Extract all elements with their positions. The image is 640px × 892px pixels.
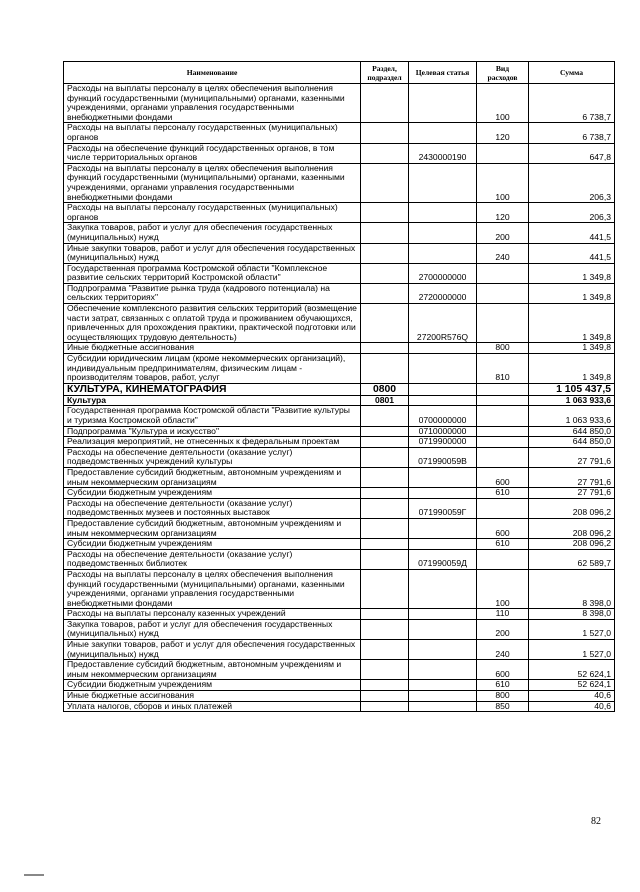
cell-type xyxy=(477,143,529,163)
cell-sum: 1 527,0 xyxy=(529,640,615,660)
cell-section xyxy=(361,163,409,202)
cell-section xyxy=(361,343,409,354)
table-row xyxy=(64,283,615,303)
table-row xyxy=(64,143,615,163)
cell-type: 810 xyxy=(477,354,529,384)
cell-type xyxy=(477,283,529,303)
table-row xyxy=(64,243,615,263)
table-row xyxy=(64,691,615,702)
cell-sum: 40,6 xyxy=(529,701,615,712)
cell-type xyxy=(477,498,529,518)
cell-section xyxy=(361,640,409,660)
cell-sum: 1 349,8 xyxy=(529,263,615,283)
cell-sum: 1 349,8 xyxy=(529,343,615,354)
cell-sum: 6 738,7 xyxy=(529,123,615,143)
cell-target: 0719900000 xyxy=(409,437,477,448)
cell-name: Обеспечение комплексного развития сельских территорий (возмещение части затрат, связанных с оплатой труда и проживанием обучающихся, привлеченных для прохождения практики, практической подготовки или осуществляющих трудовую деятельность) xyxy=(64,304,361,343)
cell-section xyxy=(361,354,409,384)
cell-type: 800 xyxy=(477,343,529,354)
page-number: 82 xyxy=(591,816,601,827)
cell-section xyxy=(361,283,409,303)
cell-section xyxy=(361,123,409,143)
cell-section xyxy=(361,609,409,620)
table-header-row xyxy=(64,62,615,84)
cell-target xyxy=(409,691,477,702)
cell-sum: 27 791,6 xyxy=(529,447,615,467)
cell-type: 600 xyxy=(477,660,529,680)
cell-type xyxy=(477,437,529,448)
cell-type: 110 xyxy=(477,609,529,620)
cell-target xyxy=(409,243,477,263)
cell-type: 120 xyxy=(477,203,529,223)
cell-name: Субсидии бюджетным учреждениям xyxy=(64,488,361,499)
cell-type: 120 xyxy=(477,123,529,143)
table-body xyxy=(64,84,615,712)
cell-sum: 52 624,1 xyxy=(529,680,615,691)
cell-sum: 208 096,2 xyxy=(529,498,615,518)
cell-name: Иные закупки товаров, работ и услуг для обеспечения государственных (муниципальных) нужд xyxy=(64,243,361,263)
cell-name: Иные бюджетные ассигнования xyxy=(64,691,361,702)
cell-type: 610 xyxy=(477,680,529,691)
cell-target: 0710000000 xyxy=(409,426,477,437)
table-row xyxy=(64,395,615,406)
cell-target xyxy=(409,518,477,538)
cell-sum: 206,3 xyxy=(529,163,615,202)
cell-type: 610 xyxy=(477,539,529,550)
cell-section xyxy=(361,406,409,426)
cell-section xyxy=(361,243,409,263)
cell-section xyxy=(361,498,409,518)
cell-type: 800 xyxy=(477,691,529,702)
cell-name: Иные закупки товаров, работ и услуг для обеспечения государственных (муниципальных) нужд xyxy=(64,640,361,660)
cell-type: 240 xyxy=(477,243,529,263)
cell-section: 0801 xyxy=(361,395,409,406)
cell-sum: 441,5 xyxy=(529,223,615,243)
table-row xyxy=(64,263,615,283)
table-row xyxy=(64,437,615,448)
cell-section xyxy=(361,680,409,691)
table-row xyxy=(64,609,615,620)
cell-name: Расходы на выплаты персоналу в целях обеспечения выполнения функций государственными (муниципальными) органами, казенными учреждениями, органами управления государственными внебюджетными фондами xyxy=(64,163,361,202)
table-row xyxy=(64,383,615,395)
cell-name: Расходы на обеспечение деятельности (оказание услуг) подведомственных учреждений культуры xyxy=(64,447,361,467)
cell-type: 240 xyxy=(477,640,529,660)
cell-type xyxy=(477,395,529,406)
cell-type xyxy=(477,383,529,395)
cell-section xyxy=(361,447,409,467)
cell-target: 071990059Д xyxy=(409,549,477,569)
cell-type: 600 xyxy=(477,518,529,538)
cell-name: Подпрограмма "Культура и искусство" xyxy=(64,426,361,437)
cell-section xyxy=(361,84,409,123)
cell-name: Субсидии бюджетным учреждениям xyxy=(64,680,361,691)
cell-sum: 644 850,0 xyxy=(529,437,615,448)
cell-section xyxy=(361,223,409,243)
cell-name: Реализация мероприятий, не отнесенных к федеральным проектам xyxy=(64,437,361,448)
cell-section xyxy=(361,518,409,538)
cell-sum: 1 349,8 xyxy=(529,354,615,384)
cell-name: Закупка товаров, работ и услуг для обеспечения государственных (муниципальных) нужд xyxy=(64,223,361,243)
cell-target xyxy=(409,123,477,143)
cell-name: Закупка товаров, работ и услуг для обеспечения государственных (муниципальных) нужд xyxy=(64,619,361,639)
cell-sum: 647,8 xyxy=(529,143,615,163)
cell-target xyxy=(409,609,477,620)
cell-target xyxy=(409,569,477,608)
table-row xyxy=(64,123,615,143)
cell-name: Государственная программа Костромской области "Развитие культуры и туризма Костромской области" xyxy=(64,406,361,426)
cell-target xyxy=(409,354,477,384)
cell-sum: 1 063 933,6 xyxy=(529,406,615,426)
cell-section xyxy=(361,143,409,163)
table-row xyxy=(64,467,615,487)
cell-target: 2700000000 xyxy=(409,263,477,283)
table-row xyxy=(64,680,615,691)
cell-target xyxy=(409,467,477,487)
cell-type: 100 xyxy=(477,84,529,123)
cell-sum: 1 063 933,6 xyxy=(529,395,615,406)
cell-sum: 62 589,7 xyxy=(529,549,615,569)
cell-target xyxy=(409,163,477,202)
cell-name: Расходы на выплаты персоналу в целях обеспечения выполнения функций государственными (муниципальными) органами, казенными учреждениями, органами управления государственными внебюджетными фондами xyxy=(64,84,361,123)
table-row xyxy=(64,447,615,467)
cell-sum: 8 398,0 xyxy=(529,609,615,620)
header-type: Вид расходов xyxy=(477,62,529,84)
cell-sum: 27 791,6 xyxy=(529,467,615,487)
table-row xyxy=(64,701,615,712)
table-row xyxy=(64,426,615,437)
table-row xyxy=(64,619,615,639)
cell-target: 071990059В xyxy=(409,447,477,467)
cell-target xyxy=(409,619,477,639)
cell-target: 0700000000 xyxy=(409,406,477,426)
cell-target xyxy=(409,680,477,691)
table-row xyxy=(64,498,615,518)
header-section: Раздел, подраздел xyxy=(361,62,409,84)
cell-section xyxy=(361,467,409,487)
table-row xyxy=(64,569,615,608)
cell-target xyxy=(409,539,477,550)
cell-section xyxy=(361,304,409,343)
table-row xyxy=(64,640,615,660)
cell-section xyxy=(361,549,409,569)
cell-name: Подпрограмма "Развитие рынка труда (кадрового потенциала) на сельских территориях" xyxy=(64,283,361,303)
cell-section xyxy=(361,569,409,608)
cell-name: Расходы на выплаты персоналу в целях обеспечения выполнения функций государственными (муниципальными) органами, казенными учреждениями, органами управления государственными внебюджетными фондами xyxy=(64,569,361,608)
scan-edge-mark xyxy=(24,874,44,876)
cell-type xyxy=(477,549,529,569)
cell-section xyxy=(361,660,409,680)
cell-target xyxy=(409,343,477,354)
cell-type: 200 xyxy=(477,223,529,243)
cell-sum: 206,3 xyxy=(529,203,615,223)
cell-type: 610 xyxy=(477,488,529,499)
cell-sum: 1 105 437,5 xyxy=(529,383,615,395)
cell-target: 27200R576Q xyxy=(409,304,477,343)
cell-name: КУЛЬТУРА, КИНЕМАТОГРАФИЯ xyxy=(64,383,361,395)
header-name: Наименование xyxy=(64,62,361,84)
cell-section: 0800 xyxy=(361,383,409,395)
cell-name: Расходы на выплаты персоналу казенных учреждений xyxy=(64,609,361,620)
cell-name: Расходы на обеспечение деятельности (оказание услуг) подведомственных библиотек xyxy=(64,549,361,569)
cell-type xyxy=(477,426,529,437)
cell-target xyxy=(409,660,477,680)
cell-name: Культура xyxy=(64,395,361,406)
cell-sum: 1 349,8 xyxy=(529,283,615,303)
cell-sum: 40,6 xyxy=(529,691,615,702)
cell-sum: 208 096,2 xyxy=(529,539,615,550)
cell-sum: 1 527,0 xyxy=(529,619,615,639)
cell-type xyxy=(477,406,529,426)
cell-name: Расходы на выплаты персоналу государственных (муниципальных) органов xyxy=(64,123,361,143)
cell-target xyxy=(409,488,477,499)
cell-target xyxy=(409,701,477,712)
cell-section xyxy=(361,263,409,283)
cell-sum: 441,5 xyxy=(529,243,615,263)
cell-target: 071990059Г xyxy=(409,498,477,518)
table-row xyxy=(64,660,615,680)
cell-type: 100 xyxy=(477,163,529,202)
cell-name: Предоставление субсидий бюджетным, автономным учреждениям и иным некоммерческим организациям xyxy=(64,518,361,538)
table-row xyxy=(64,406,615,426)
cell-type: 600 xyxy=(477,467,529,487)
cell-section xyxy=(361,203,409,223)
cell-type: 850 xyxy=(477,701,529,712)
cell-name: Иные бюджетные ассигнования xyxy=(64,343,361,354)
table-row xyxy=(64,354,615,384)
cell-section xyxy=(361,619,409,639)
cell-sum: 644 850,0 xyxy=(529,426,615,437)
cell-target xyxy=(409,640,477,660)
cell-type xyxy=(477,447,529,467)
table-row xyxy=(64,163,615,202)
cell-target xyxy=(409,223,477,243)
budget-table xyxy=(63,61,615,712)
cell-target: 2720000000 xyxy=(409,283,477,303)
cell-name: Уплата налогов, сборов и иных платежей xyxy=(64,701,361,712)
cell-sum: 1 349,8 xyxy=(529,304,615,343)
table-row xyxy=(64,304,615,343)
cell-sum: 6 738,7 xyxy=(529,84,615,123)
cell-target xyxy=(409,383,477,395)
cell-name: Расходы на обеспечение функций государственных органов, в том числе территориальных органов xyxy=(64,143,361,163)
table-row xyxy=(64,203,615,223)
cell-name: Расходы на выплаты персоналу государственных (муниципальных) органов xyxy=(64,203,361,223)
cell-target: 2430000190 xyxy=(409,143,477,163)
cell-target xyxy=(409,395,477,406)
cell-sum: 8 398,0 xyxy=(529,569,615,608)
table-row xyxy=(64,549,615,569)
cell-section xyxy=(361,426,409,437)
table-row xyxy=(64,488,615,499)
cell-sum: 208 096,2 xyxy=(529,518,615,538)
table-row xyxy=(64,343,615,354)
table-row xyxy=(64,539,615,550)
cell-type: 100 xyxy=(477,569,529,608)
header-target: Целевая статья xyxy=(409,62,477,84)
cell-type xyxy=(477,304,529,343)
cell-type xyxy=(477,263,529,283)
cell-target xyxy=(409,203,477,223)
table-row xyxy=(64,518,615,538)
cell-section xyxy=(361,437,409,448)
cell-section xyxy=(361,701,409,712)
cell-name: Государственная программа Костромской области "Комплексное развитие сельских территорий Костромской области" xyxy=(64,263,361,283)
table-row xyxy=(64,223,615,243)
cell-target xyxy=(409,84,477,123)
cell-sum: 52 624,1 xyxy=(529,660,615,680)
cell-name: Расходы на обеспечение деятельности (оказание услуг) подведомственных музеев и постоянных выставок xyxy=(64,498,361,518)
cell-sum: 27 791,6 xyxy=(529,488,615,499)
table-row xyxy=(64,84,615,123)
cell-type: 200 xyxy=(477,619,529,639)
cell-name: Предоставление субсидий бюджетным, автономным учреждениям и иным некоммерческим организациям xyxy=(64,660,361,680)
cell-section xyxy=(361,539,409,550)
cell-section xyxy=(361,488,409,499)
cell-name: Субсидии бюджетным учреждениям xyxy=(64,539,361,550)
cell-name: Предоставление субсидий бюджетным, автономным учреждениям и иным некоммерческим организациям xyxy=(64,467,361,487)
cell-section xyxy=(361,691,409,702)
header-sum: Сумма xyxy=(529,62,615,84)
cell-name: Субсидии юридическим лицам (кроме некоммерческих организаций), индивидуальным предпринимателям, физическим лицам - производителям товаров, работ, услуг xyxy=(64,354,361,384)
